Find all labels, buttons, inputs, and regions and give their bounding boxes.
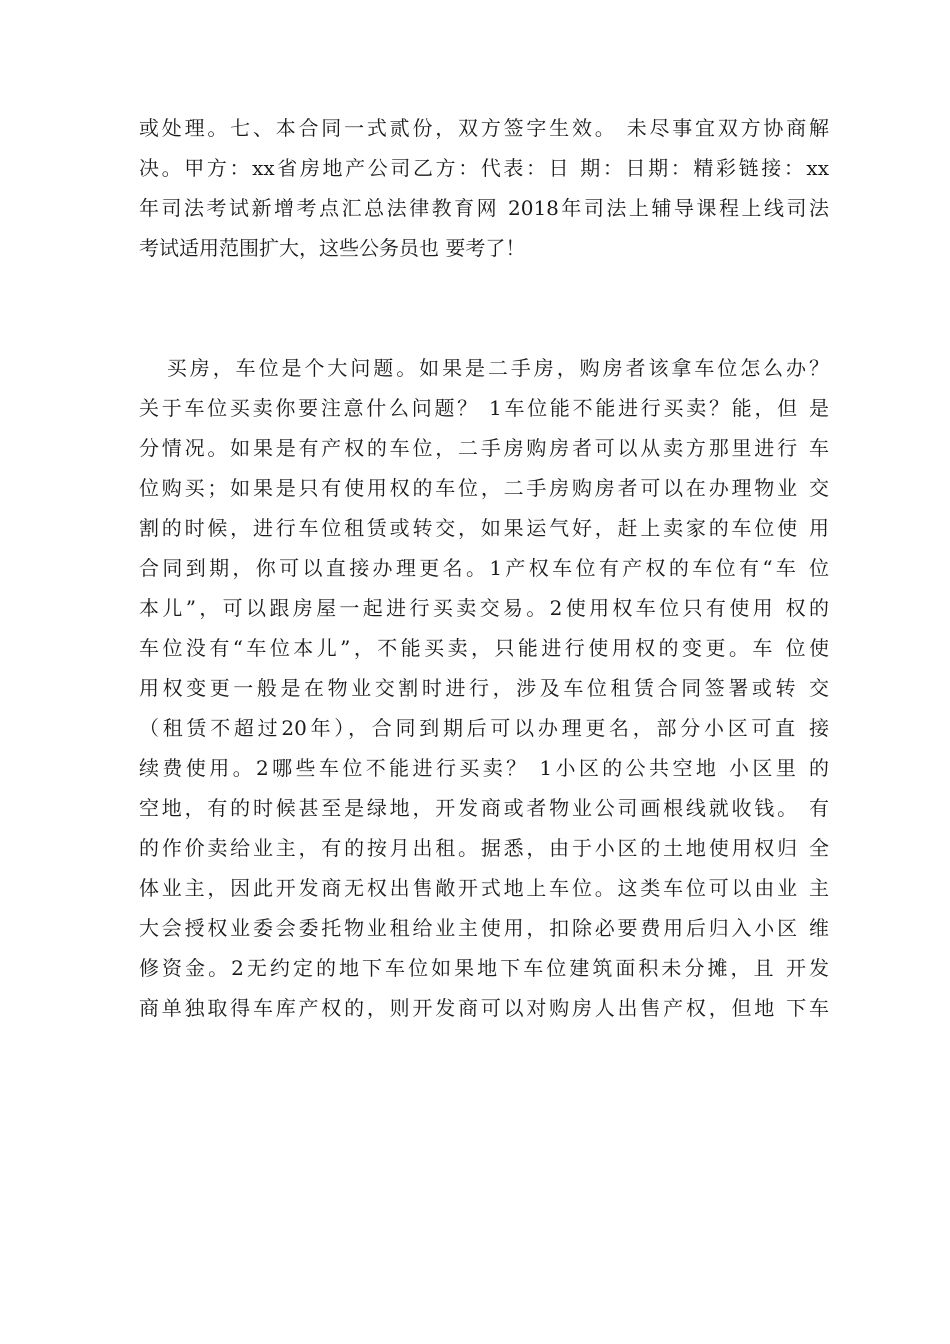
text-line: 关于车位买卖你要注意什么问题？ 1车位能不能进行买卖？能，但 是 xyxy=(139,396,829,420)
text-line: 车位没有“车位本儿”，不能买卖，只能进行使用权的变更。车 位使 xyxy=(139,636,829,660)
text-line: 体业主，因此开发商无权出售敞开式地上车位。这类车位可以由业 主 xyxy=(139,876,829,900)
text-line: 合同到期，你可以直接办理更名。1产权车位有产权的车位有“车 位 xyxy=(139,556,829,580)
text-line: 商单独取得车库产权的，则开发商可以对购房人出售产权，但地 下车 xyxy=(139,996,829,1020)
text-line: 分情况。如果是有产权的车位，二手房购房者可以从卖方那里进行 车 xyxy=(139,436,829,460)
text-line: （租赁不超过20年），合同到期后可以办理更名，部分小区可直 接 xyxy=(139,716,829,740)
text-line: 修资金。2无约定的地下车位如果地下车位建筑面积未分摊，且 开发 xyxy=(139,956,829,980)
text-line: 续费使用。2哪些车位不能进行买卖？ 1小区的公共空地 小区里 的 xyxy=(139,756,829,780)
text-line: 大会授权业委会委托物业租给业主使用，扣除必要费用后归入小区 维 xyxy=(139,916,829,940)
text-line: 割的时候，进行车位租赁或转交，如果运气好，赶上卖家的车位使 用 xyxy=(139,516,829,540)
text-line: 年司法考试新增考点汇总法律教育网 2018年司法上辅导课程上线司法 xyxy=(139,196,829,220)
paragraph-parking-space xyxy=(139,348,829,1028)
text-line: 空地，有的时候甚至是绿地，开发商或者物业公司画根线就收钱。 有 xyxy=(139,796,829,820)
text-line: 位购买；如果是只有使用权的车位，二手房购房者可以在办理物业 交 xyxy=(139,476,829,500)
text-line: 买房，车位是个大问题。如果是二手房，购房者该拿车位怎么办？ xyxy=(139,356,829,380)
text-line: 本儿”，可以跟房屋一起进行买卖交易。2使用权车位只有使用 权的 xyxy=(139,596,829,620)
text-line: 考试适用范围扩大，这些公务员也 要考了！ xyxy=(139,236,526,260)
text-line: 的作价卖给业主，有的按月出租。据悉，由于小区的土地使用权归 全 xyxy=(139,836,829,860)
text-line: 或处理。七、本合同一式贰份，双方签字生效。 未尽事宜双方协商解 xyxy=(139,116,829,140)
text-line: 用权变更一般是在物业交割时进行，涉及车位租赁合同签署或转 交 xyxy=(139,676,829,700)
paragraph-contract-end xyxy=(139,108,829,268)
text-line: 决。甲方：xx省房地产公司乙方：代表：日 期：日期：精彩链接：xx xyxy=(139,156,829,180)
